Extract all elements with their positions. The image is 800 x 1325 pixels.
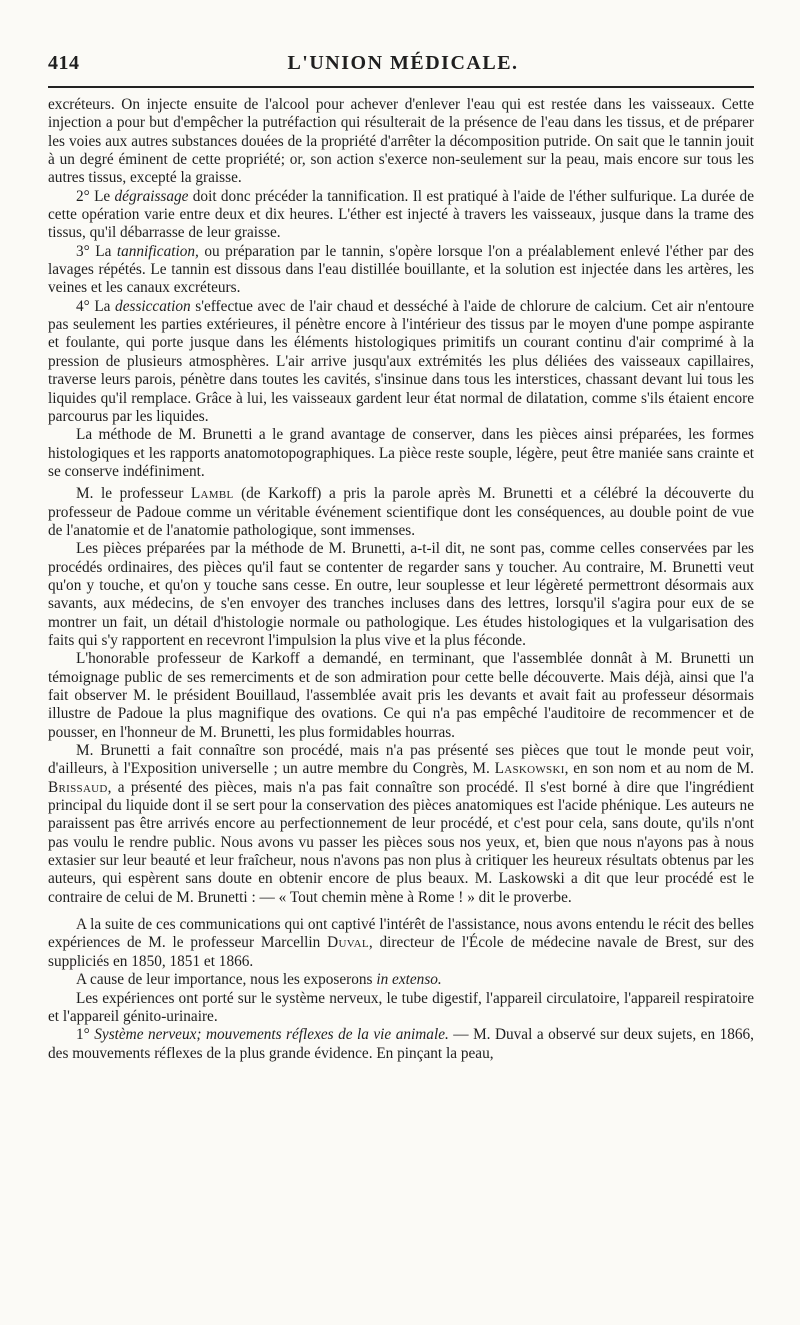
paragraph-systeme-nerveux: 1° Système nerveux; mouvements réflexes de la vie animale. — M. Duval a observé sur deux sujets, en 1866, des mouvements réflexes de la plus grande évidence. En pinçant la peau, — [48, 1026, 755, 1062]
running-title: L'UNION MÉDICALE. — [287, 52, 519, 74]
header-rule — [48, 86, 754, 88]
paragraph-dessiccation: 4° La dessiccation s'effectue avec de l'air chaud et desséché à l'aide de chlorure de calcium. Cet air n'entoure pas seulement les parties extérieures, il pénètre encore à l'intérieur des tissus par le moyen d'une pompe aspirante et foulante, qui porte jusque dans les éléments histologiques primitifs un courant continu d'air comprimé à la pression de plusieurs atmosphères. L'air arrive jusqu'aux extrémités les plus déliées des vaisseaux capillaires, traverse leurs parois, pénètre dans toutes les cavités, s'insinue dans tous les interstices, chassant devant lui tous les liquides qu'il remplace. Grâce à lui, les vaisseaux gardent leur état normal de dilatation, comme s'ils étaient encore parcourus par les liquides. — [48, 297, 754, 425]
paragraph-degraissage: 2° Le dégraissage doit donc précéder la tannification. Il est pratiqué à l'aide de l'éther sulfurique. La durée de cette opération varie entre deux et dix heures. L'éther est injecté à travers les vaisseaux, jusque dans la trame des tissus, qu'il débarrasse de leur graisse. — [48, 187, 754, 242]
term-degraissage: dégraissage — [114, 187, 189, 205]
name-laskowski: Laskowski — [494, 760, 565, 778]
paragraph-methode-brunetti: La méthode de M. Brunetti a le grand avantage de conserver, dans les pièces ainsi préparées, les formes histologiques et les rapports anatomotopographiques. La pièce reste souple, légère, peut être maniée sans crainte et se conserve indéfiniment. — [48, 426, 754, 480]
page-number: 414 — [48, 52, 80, 74]
paragraph-tannification: 3° La tannification, ou préparation par le tannin, s'opère lorsque l'on a préalablement enlevé l'éther par des lavages répétés. Le tannin est dissous dans l'eau distillée bouillante, et la solution est injectée dans les artères, les veines et les canaux excréteurs. — [48, 242, 754, 297]
paragraph-pieces-preparees: Les pièces préparées par la méthode de M. Brunetti, a-t-il dit, ne sont pas, comme celles conservées par les procédés ordinaires, des pièces qu'il faut se contenter de regarder sans y toucher. Au contraire, M. Brunetti veut qu'on y touche, et qu'on y touche sans cesse. En outre, leur souplesse et leur légèreté permettront désormais aux savants, aux médecins, de s'en envoyer des tranches incluses dans des lettres, lorsqu'il s'agira pour eux de se montrer un fait, un détail d'histologie normale ou pathologique. Les études histologiques et la vulgarisation des faits qui s'y rapportent en recevront l'impulsion la plus vive et la plus féconde. — [48, 540, 754, 649]
article-body — [48, 96, 754, 1063]
paragraph-lambl: M. le professeur Lambl (de Karkoff) a pris la parole après M. Brunetti et a célébré la découverte du professeur de Padoue comme un véritable événement scientifique dont les conséquences, au double point de vue de l'anatomie et de l'anatomie pathologique, sont immenses. — [48, 485, 754, 539]
paragraph-excreteurs: excréteurs. On injecte ensuite de l'alcool pour achever d'enlever l'eau qui est restée dans les vaisseaux. Cette injection a pour but d'empêcher la putréfaction qui résulterait de la présence de l'eau dans les tissus, et de préparer les voies aux autres substances douées de la propriété d'arrêter la décomposition putride. On sait que le tannin jouit à un degré éminent de cette propriété; or, son action s'exerce non-seulement sur la peau, mais encore sur tous les autres tissus, excepté la graisse. — [48, 96, 754, 187]
page-header — [48, 52, 758, 82]
paragraph-honorable-professeur: L'honorable professeur de Karkoff a demandé, en terminant, que l'assemblée donnât à M. Brunetti un témoignage public de ses remerciments et de son admiration pour cette belle découverte. Mais déjà, ainsi que l'a fait observer M. le président Bouillaud, l'assemblée avait pris les devants et avait fait au professeur désormais illustre de Padoue la plus magnifique des ovations. Ce qui n'a pas empêché l'auditoire de recommencer et de pousser, en l'honneur de M. Brunetti, les plus formidables hourras. — [48, 650, 754, 741]
name-duval: Duval — [327, 934, 369, 952]
term-tannification: tannification, — [116, 242, 199, 260]
paragraph-laskowski: M. Brunetti a fait connaître son procédé, mais n'a pas présenté ses pièces que tout le monde peut voir, d'ailleurs, à l'Exposition universelle ; un autre membre du Congrès, M. Laskowski, en son nom et au nom de M. Brissaud, a présenté des pièces, mais n'a pas fait connaître son procédé. Il s'est borné à dire que l'ingrédient principal du liquide dont il se sert pour la conservation des pièces anatomiques est l'acide phénique. Les auteurs ne paraissent pas être arrivés encore au perfectionnement de leur procédé, et c'est pour cela, sans doute, qu'ils n'ont pas voulu le rendre public. Nous avons vu passer les pièces sous nos yeux, et, bien que nous n'ayons pas à nous extasier sur leur beauté et leur fraîcheur, nous n'avons pas non plus à critiquer les heureux résultats obtenus par les auteurs, qui espèrent sans doute en obtenir encore de plus beaux. M. Laskowski a dit que leur procédé est le contraire de celui de M. Brunetti : — « Tout chemin mène à Rome ! » dit le proverbe. — [48, 742, 754, 906]
paragraph-experiences: Les expériences ont porté sur le système nerveux, le tube digestif, l'appareil circulatoire, l'appareil respiratoire et l'appareil génito-urinaire. — [48, 989, 754, 1025]
paragraph-duval: A la suite de ces communications qui ont captivé l'intérêt de l'assistance, nous avons entendu le récit des belles expériences de M. le professeur Marcellin Duval, directeur de l'École de médecine navale de Brest, sur des suppliciés en 1850, 1851 et 1866. — [48, 916, 755, 970]
term-dessiccation: dessiccation — [115, 297, 191, 315]
term-in-extenso: in extenso. — [376, 971, 442, 989]
paragraph-importance: A cause de leur importance, nous les exposerons in extenso. — [76, 971, 442, 989]
term-systeme-nerveux: Système nerveux; mouvements réflexes de la vie animale. — [94, 1026, 449, 1044]
name-brissaud: Brissaud — [48, 778, 108, 796]
name-lambl: Lambl — [190, 485, 234, 503]
